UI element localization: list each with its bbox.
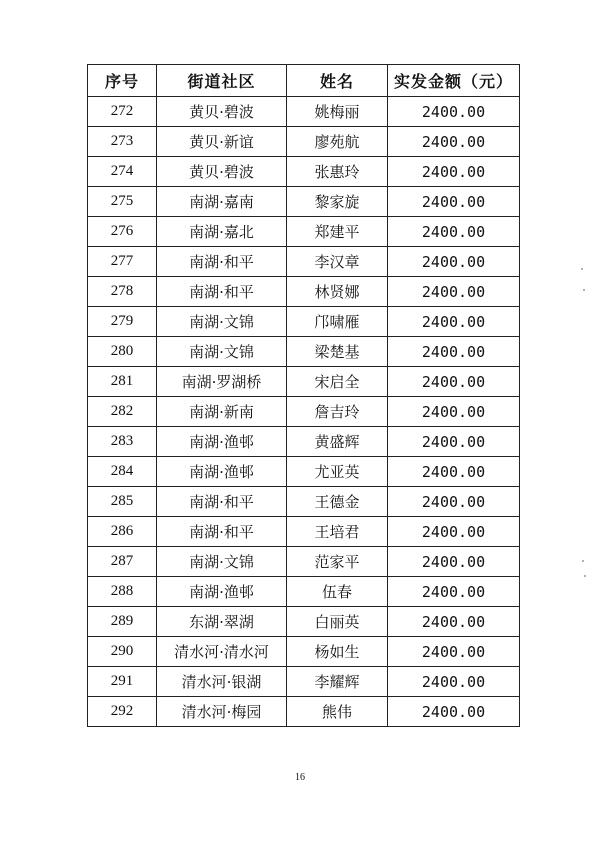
- cell-serial-number: 284: [88, 457, 157, 487]
- cell-name: 姚梅丽: [287, 97, 388, 127]
- table-row: [88, 547, 520, 577]
- cell-serial-number: 282: [88, 397, 157, 427]
- table-row: [88, 457, 520, 487]
- cell-serial-number: 274: [88, 157, 157, 187]
- cell-amount: 2400.00: [388, 577, 520, 607]
- table-row: [88, 667, 520, 697]
- cell-street-community: 南湖·新南: [157, 397, 287, 427]
- cell-serial-number: 290: [88, 637, 157, 667]
- table-row: [88, 697, 520, 727]
- cell-amount: 2400.00: [388, 367, 520, 397]
- table-row: [88, 607, 520, 637]
- cell-street-community: 清水河·梅园: [157, 697, 287, 727]
- cell-amount: 2400.00: [388, 667, 520, 697]
- header-amount: 实发金额（元）: [388, 65, 520, 97]
- scan-speck: [582, 560, 584, 562]
- cell-amount: 2400.00: [388, 127, 520, 157]
- cell-serial-number: 289: [88, 607, 157, 637]
- scan-speck: [584, 575, 586, 577]
- cell-name: 郑建平: [287, 217, 388, 247]
- cell-serial-number: 272: [88, 97, 157, 127]
- cell-serial-number: 277: [88, 247, 157, 277]
- table-row: [88, 157, 520, 187]
- cell-name: 李耀辉: [287, 667, 388, 697]
- table-row: [88, 517, 520, 547]
- cell-street-community: 南湖·嘉南: [157, 187, 287, 217]
- cell-name: 杨如生: [287, 637, 388, 667]
- cell-name: 詹吉玲: [287, 397, 388, 427]
- cell-amount: 2400.00: [388, 607, 520, 637]
- cell-name: 黄盛辉: [287, 427, 388, 457]
- cell-amount: 2400.00: [388, 307, 520, 337]
- cell-amount: 2400.00: [388, 247, 520, 277]
- cell-name: 王培君: [287, 517, 388, 547]
- cell-amount: 2400.00: [388, 97, 520, 127]
- table-row: [88, 427, 520, 457]
- cell-name: 范家平: [287, 547, 388, 577]
- cell-serial-number: 286: [88, 517, 157, 547]
- cell-name: 熊伟: [287, 697, 388, 727]
- scan-speck: [581, 268, 583, 270]
- cell-serial-number: 292: [88, 697, 157, 727]
- cell-amount: 2400.00: [388, 547, 520, 577]
- table-row: [88, 127, 520, 157]
- cell-street-community: 南湖·渔邨: [157, 427, 287, 457]
- cell-serial-number: 276: [88, 217, 157, 247]
- cell-serial-number: 279: [88, 307, 157, 337]
- cell-amount: 2400.00: [388, 487, 520, 517]
- cell-amount: 2400.00: [388, 277, 520, 307]
- scan-speck: [583, 289, 585, 291]
- page-number: 16: [295, 772, 305, 783]
- cell-amount: 2400.00: [388, 697, 520, 727]
- table-row: [88, 247, 520, 277]
- cell-name: 邝啸雁: [287, 307, 388, 337]
- header-name: 姓名: [287, 65, 388, 97]
- cell-amount: 2400.00: [388, 337, 520, 367]
- cell-street-community: 清水河·银湖: [157, 667, 287, 697]
- cell-name: 廖苑航: [287, 127, 388, 157]
- cell-street-community: 南湖·和平: [157, 277, 287, 307]
- table-header-row: [88, 65, 520, 97]
- cell-street-community: 清水河·清水河: [157, 637, 287, 667]
- cell-street-community: 南湖·嘉北: [157, 217, 287, 247]
- cell-street-community: 南湖·文锦: [157, 307, 287, 337]
- cell-street-community: 南湖·渔邨: [157, 577, 287, 607]
- cell-serial-number: 273: [88, 127, 157, 157]
- cell-name: 黎家旋: [287, 187, 388, 217]
- table-row: [88, 487, 520, 517]
- cell-amount: 2400.00: [388, 517, 520, 547]
- cell-amount: 2400.00: [388, 217, 520, 247]
- cell-serial-number: 278: [88, 277, 157, 307]
- table-row: [88, 277, 520, 307]
- table-row: [88, 97, 520, 127]
- cell-amount: 2400.00: [388, 427, 520, 457]
- cell-street-community: 黄贝·碧波: [157, 97, 287, 127]
- table-row: [88, 217, 520, 247]
- table-body: [88, 97, 520, 727]
- cell-name: 宋启全: [287, 367, 388, 397]
- cell-street-community: 南湖·文锦: [157, 547, 287, 577]
- cell-street-community: 黄贝·新谊: [157, 127, 287, 157]
- header-street-community: 街道社区: [157, 65, 287, 97]
- cell-street-community: 东湖·翠湖: [157, 607, 287, 637]
- cell-name: 白丽英: [287, 607, 388, 637]
- cell-street-community: 南湖·渔邨: [157, 457, 287, 487]
- cell-amount: 2400.00: [388, 187, 520, 217]
- cell-amount: 2400.00: [388, 457, 520, 487]
- cell-street-community: 黄贝·碧波: [157, 157, 287, 187]
- cell-street-community: 南湖·和平: [157, 517, 287, 547]
- cell-serial-number: 288: [88, 577, 157, 607]
- cell-serial-number: 291: [88, 667, 157, 697]
- cell-amount: 2400.00: [388, 157, 520, 187]
- cell-name: 李汉章: [287, 247, 388, 277]
- cell-amount: 2400.00: [388, 397, 520, 427]
- cell-street-community: 南湖·罗湖桥: [157, 367, 287, 397]
- table-row: [88, 397, 520, 427]
- cell-serial-number: 275: [88, 187, 157, 217]
- cell-name: 梁楚基: [287, 337, 388, 367]
- table-row: [88, 637, 520, 667]
- table-row: [88, 307, 520, 337]
- header-serial-number: 序号: [88, 65, 157, 97]
- cell-street-community: 南湖·和平: [157, 487, 287, 517]
- cell-amount: 2400.00: [388, 637, 520, 667]
- cell-street-community: 南湖·和平: [157, 247, 287, 277]
- subsidy-roster-table: [87, 64, 520, 727]
- table-row: [88, 367, 520, 397]
- cell-street-community: 南湖·文锦: [157, 337, 287, 367]
- table-row: [88, 337, 520, 367]
- cell-serial-number: 285: [88, 487, 157, 517]
- cell-name: 张惠玲: [287, 157, 388, 187]
- cell-serial-number: 281: [88, 367, 157, 397]
- table-row: [88, 187, 520, 217]
- cell-serial-number: 287: [88, 547, 157, 577]
- cell-name: 林贤娜: [287, 277, 388, 307]
- table-row: [88, 577, 520, 607]
- cell-serial-number: 283: [88, 427, 157, 457]
- cell-name: 王德金: [287, 487, 388, 517]
- cell-name: 尤亚英: [287, 457, 388, 487]
- cell-serial-number: 280: [88, 337, 157, 367]
- cell-name: 伍春: [287, 577, 388, 607]
